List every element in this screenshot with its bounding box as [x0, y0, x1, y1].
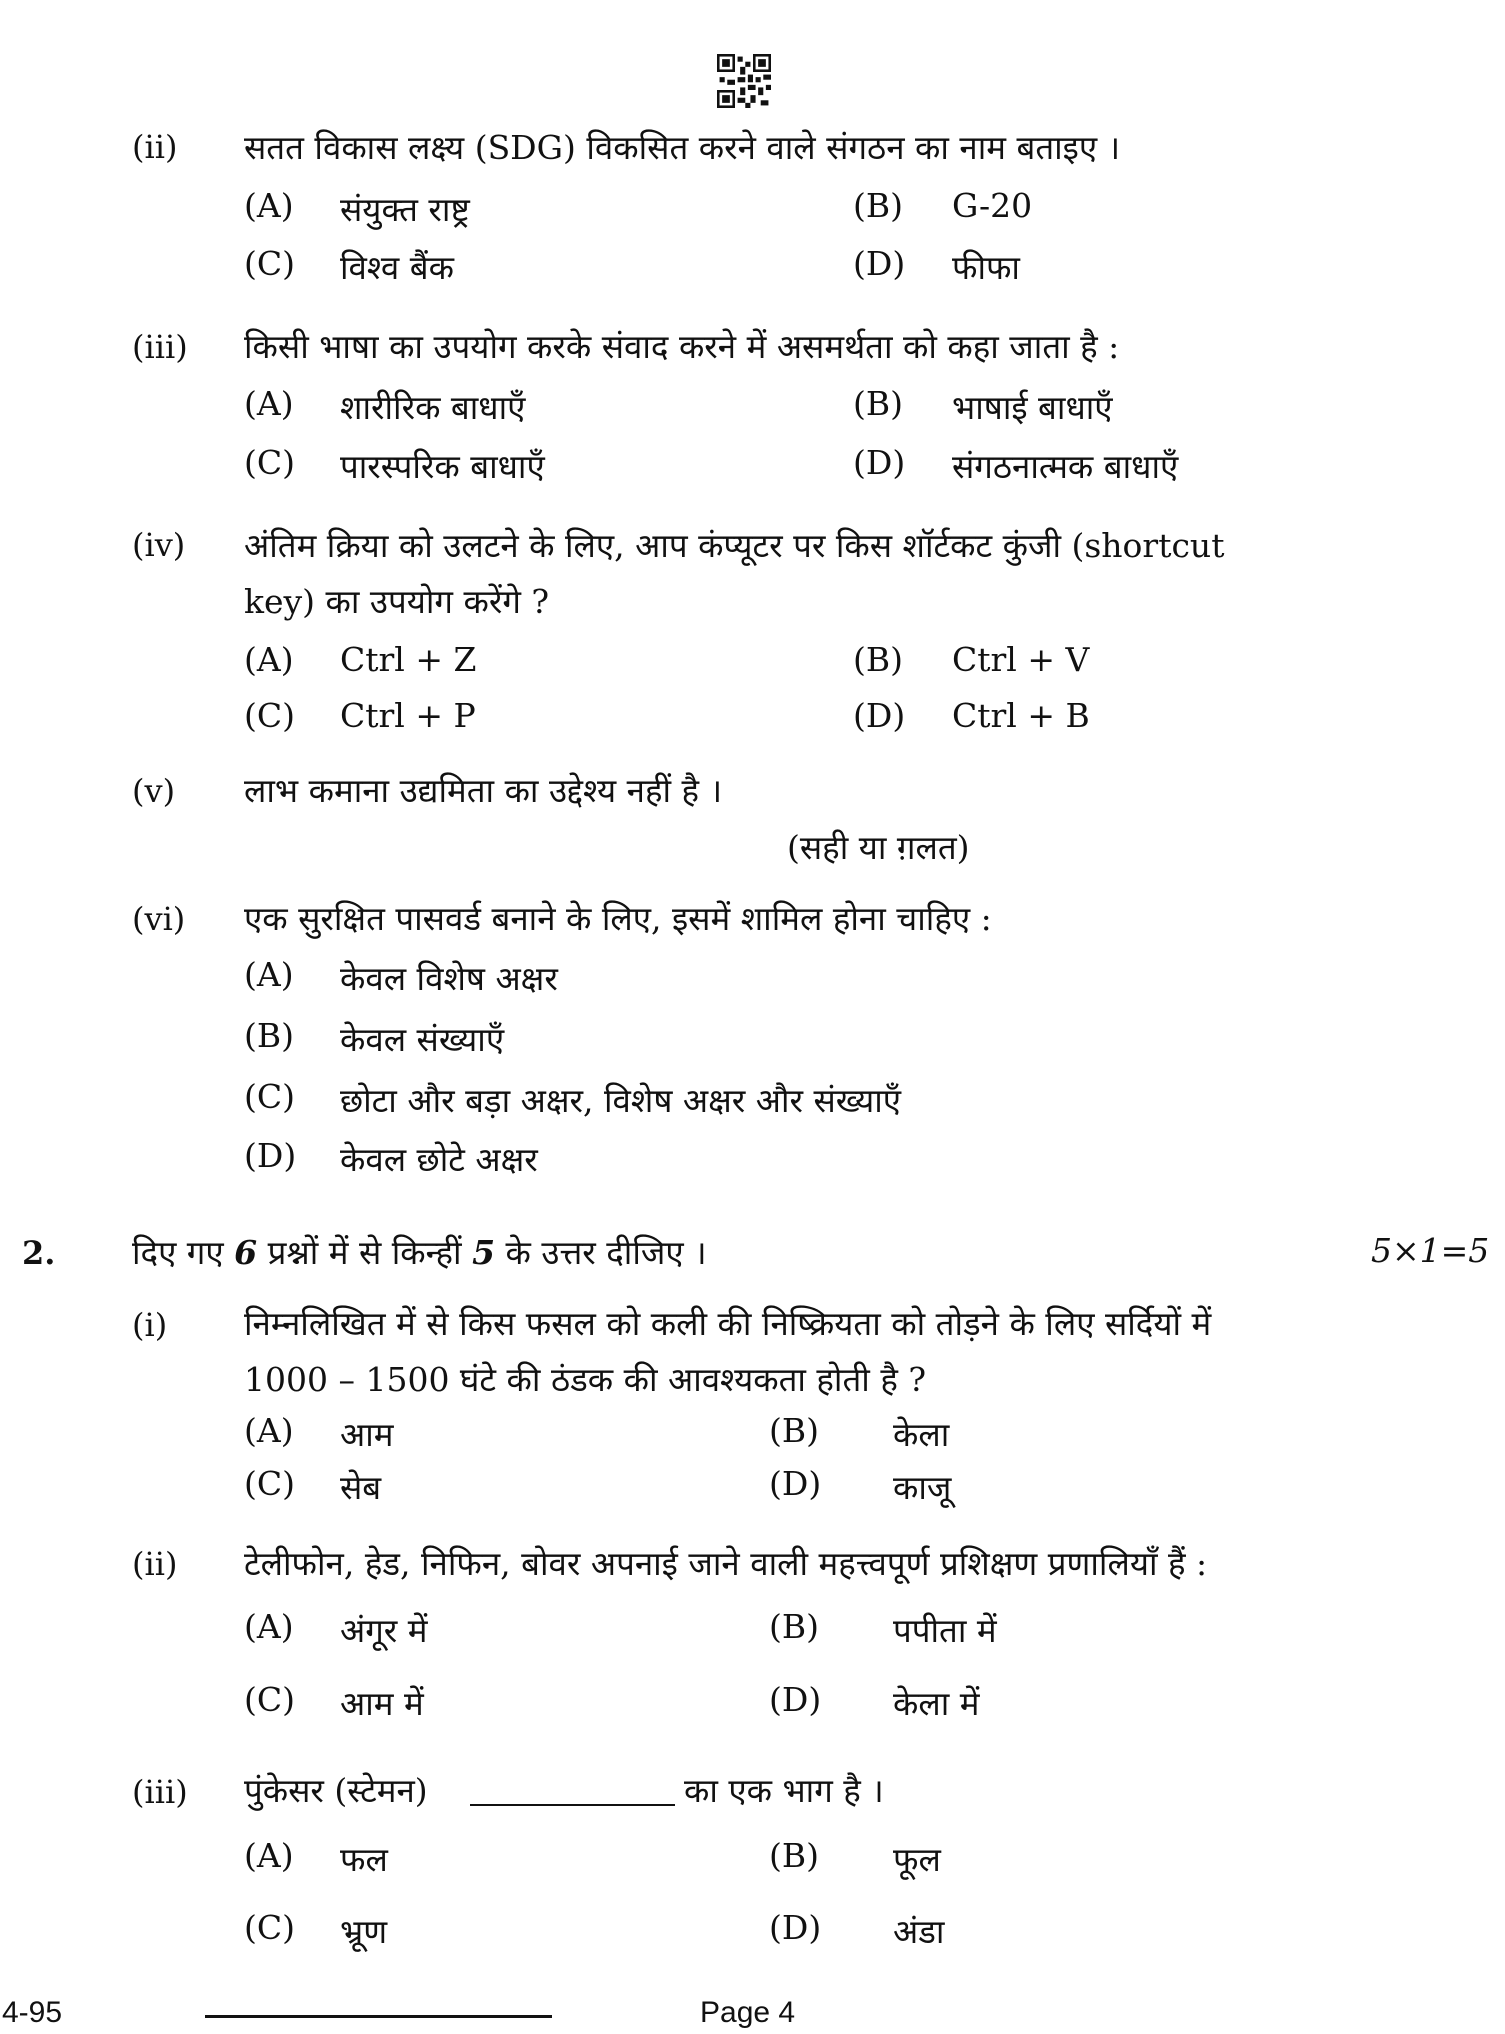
option-text: Ctrl + Z — [340, 640, 477, 679]
question-text: टेलीफोन, हेड, निफिन, बोवर अपनाई जाने वाली महत्त्वपूर्ण प्रशिक्षण प्रणालियाँ हैं : — [244, 1544, 1208, 1583]
option-label: (A) — [244, 186, 294, 225]
option-label: (B) — [244, 1016, 294, 1055]
option-text: संयुक्त राष्ट्र — [340, 190, 470, 229]
question-number: 2. — [22, 1234, 56, 1272]
option-label: (A) — [244, 1411, 294, 1450]
marks: 5×1=5 — [1371, 1231, 1490, 1270]
option-label: (A) — [244, 1607, 294, 1646]
option-text: पारस्परिक बाधाएँ — [340, 447, 545, 486]
option-label: (D) — [853, 696, 906, 735]
option-text: पपीता में — [893, 1611, 997, 1650]
option-text: विश्व बैंक — [340, 248, 454, 287]
option-label: (B) — [853, 186, 903, 225]
option-text: काजू — [893, 1468, 952, 1507]
option-text: Ctrl + P — [340, 696, 476, 735]
option-text: Ctrl + V — [952, 640, 1090, 679]
question-text: अंतिम क्रिया को उलटने के लिए, आप कंप्यूटर पर किस शॉर्टकट कुंजी (shortcut — [244, 526, 1225, 565]
option-label: (D) — [769, 1680, 822, 1719]
question-text: एक सुरक्षित पासवर्ड बनाने के लिए, इसमें शामिल होना चाहिए : — [244, 899, 992, 938]
option-text: Ctrl + B — [952, 696, 1090, 735]
option-label: (B) — [769, 1836, 819, 1875]
option-label: (D) — [769, 1464, 822, 1503]
option-label: (B) — [853, 640, 903, 679]
option-text: G-20 — [952, 186, 1033, 225]
question-number: (iii) — [132, 1773, 188, 1811]
option-text: केला में — [893, 1684, 980, 1723]
paper-code: 4-95 — [2, 1996, 63, 2029]
option-label: (C) — [244, 244, 295, 283]
qr-code-icon — [717, 54, 771, 108]
question-number: (iii) — [132, 328, 188, 366]
option-label: (C) — [244, 1908, 295, 1947]
option-text: केला — [893, 1415, 950, 1454]
fill-in-blank — [470, 1804, 675, 1806]
option-label: (C) — [244, 1680, 295, 1719]
option-text: भाषाई बाधाएँ — [952, 388, 1113, 427]
option-text: शारीरिक बाधाएँ — [340, 388, 526, 427]
question-text: key) का उपयोग करेंगे ? — [244, 582, 550, 621]
question-text: पुंकेसर (स्टेमन) — [244, 1771, 428, 1810]
true-false-note: (सही या ग़लत) — [787, 828, 970, 867]
option-label: (D) — [769, 1908, 822, 1947]
option-text: संगठनात्मक बाधाएँ — [952, 447, 1179, 486]
option-text: सेब — [340, 1468, 382, 1507]
option-label: (B) — [769, 1607, 819, 1646]
option-text: भ्रूण — [340, 1912, 388, 1951]
question-number: (i) — [132, 1306, 168, 1344]
page-number: Page 4 — [700, 1996, 796, 2029]
question-number: (iv) — [132, 526, 186, 564]
option-text: छोटा और बड़ा अक्षर, विशेष अक्षर और संख्याएँ — [340, 1081, 902, 1120]
question-text: लाभ कमाना उद्यमिता का उद्देश्य नहीं है । — [244, 771, 723, 810]
question-text: किसी भाषा का उपयोग करके संवाद करने में असमर्थता को कहा जाता है : — [244, 327, 1120, 366]
question-number: (ii) — [132, 128, 178, 166]
option-label: (C) — [244, 1464, 295, 1503]
option-text: अंडा — [893, 1912, 945, 1951]
option-text: अंगूर में — [340, 1611, 428, 1650]
question-number: (vi) — [132, 900, 186, 938]
option-label: (A) — [244, 955, 294, 994]
option-text: फीफा — [952, 248, 1020, 287]
footer-rule — [205, 2015, 552, 2018]
question-text: सतत विकास लक्ष्य (SDG) विकसित करने वाले संगठन का नाम बताइए । — [244, 128, 1121, 167]
option-text: केवल संख्याएँ — [340, 1020, 505, 1059]
option-text: आम में — [340, 1684, 424, 1723]
option-text: फूल — [893, 1840, 941, 1879]
option-label: (C) — [244, 696, 295, 735]
option-label: (A) — [244, 1836, 294, 1875]
option-text: फल — [340, 1840, 388, 1879]
option-text: केवल छोटे अक्षर — [340, 1140, 538, 1179]
question-text: का एक भाग है । — [684, 1771, 884, 1810]
option-label: (B) — [769, 1411, 819, 1450]
option-label: (A) — [244, 640, 294, 679]
question-intro: दिए गए 6 प्रश्नों में से किन्हीं 5 के उत्तर दीजिए । — [132, 1233, 707, 1272]
question-text: 1000 – 1500 घंटे की ठंडक की आवश्यकता होती है ? — [244, 1360, 927, 1399]
option-label: (D) — [853, 244, 906, 283]
option-text: आम — [340, 1415, 394, 1454]
option-text: केवल विशेष अक्षर — [340, 959, 558, 998]
option-label: (C) — [244, 1077, 295, 1116]
option-label: (B) — [853, 384, 903, 423]
question-number: (ii) — [132, 1545, 178, 1583]
option-label: (A) — [244, 384, 294, 423]
option-label: (D) — [244, 1136, 297, 1175]
question-text: निम्नलिखित में से किस फसल को कली की निष्क्रियता को तोड़ने के लिए सर्दियों में — [244, 1304, 1212, 1343]
option-label: (C) — [244, 443, 295, 482]
question-number: (v) — [132, 772, 176, 810]
option-label: (D) — [853, 443, 906, 482]
